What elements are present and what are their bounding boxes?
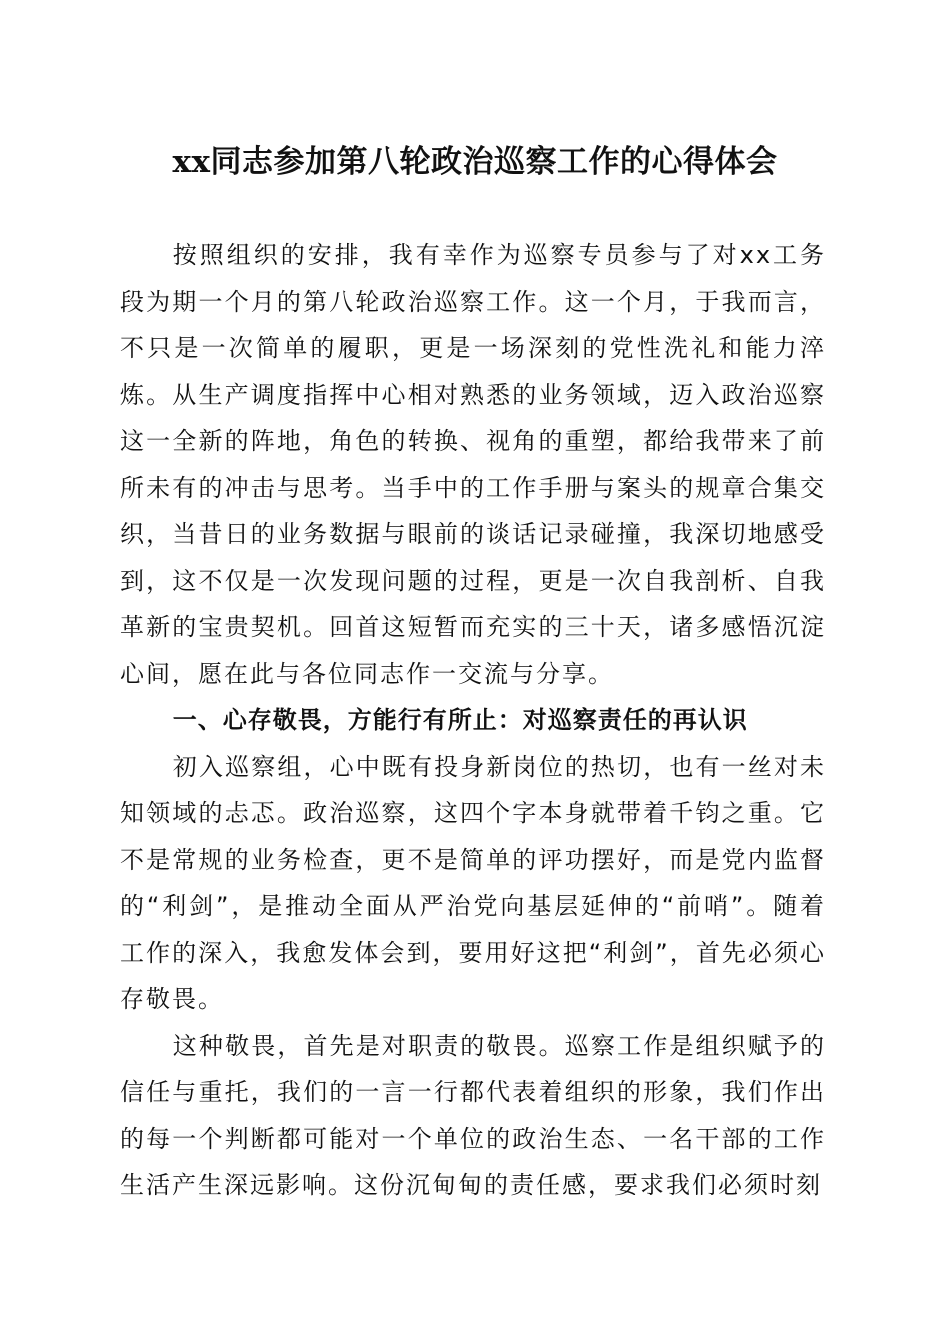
body-paragraph: 按照组织的安排，我有幸作为巡察专员参与了对xx工务段为期一个月的第八轮政治巡察工作。这一个月，于我而言，不只是一次简单的履职，更是一场深刻的党性洗礼和能力淬炼。从生产调度指挥中心相对熟悉的业务领域，迈入政治巡察这一全新的阵地，角色的转换、视角的重塑，都给我带来了前所未有的冲击与思考。当手中的工作手册与案头的规章合集交织，当昔日的业务数据与眼前的谈话记录碰撞，我深切地感受到，这不仅是一次发现问题的过程，更是一次自我剖析、自我革新的宝贵契机。回首这短暂而充实的三十天，诸多感悟沉淀心间，愿在此与各位同志作一交流与分享。 <box>120 241 826 688</box>
body-paragraph: 这种敬畏，首先是对职责的敬畏。巡察工作是组织赋予的信任与重托，我们的一言一行都代表着组织的形象，我们作出的每一个判断都可能对一个单位的政治生态、一名干部的工作生活产生深远影响。这份沉甸甸的责任感，要求我们必须时刻 <box>120 1031 826 1199</box>
document-body <box>120 232 826 1209</box>
body-paragraph: 初入巡察组，心中既有投身新岗位的热切，也有一丝对未知领域的忐忑。政治巡察，这四个字本身就带着千钧之重。它不是常规的业务检查，更不是简单的评功摆好，而是党内监督的“利剑”，是推动全面从严治党向基层延伸的“前哨”。随着工作的深入，我愈发体会到，要用好这把“利剑”，首先必须心存敬畏。 <box>120 752 826 1013</box>
section-heading: 一、心存敬畏，方能行有所止：对巡察责任的再认识 <box>172 706 748 734</box>
document-title: xx同志参加第八轮政治巡察工作的心得体会 <box>172 144 778 180</box>
